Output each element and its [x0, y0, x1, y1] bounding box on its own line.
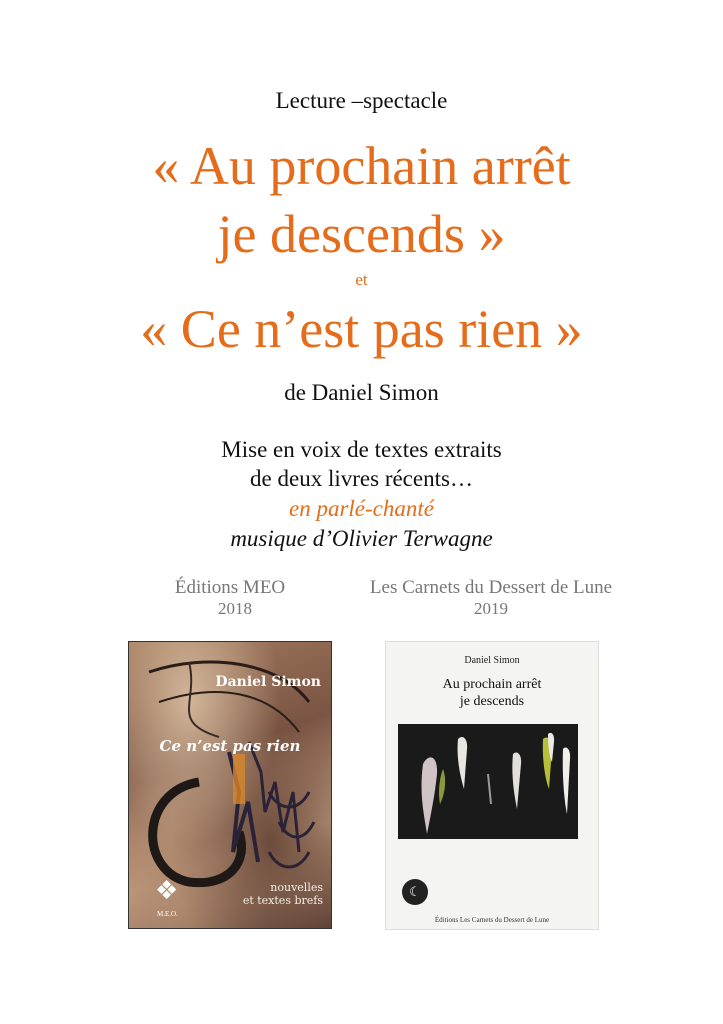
title-line-1: « Au prochain arrêt: [152, 136, 571, 196]
description-line-3: en parlé-chanté: [289, 496, 434, 521]
cover-2-title-line-2: je descends: [459, 693, 525, 709]
cover-1-subtitle-line-2: et textes brefs: [242, 894, 323, 908]
cover-1-author: Daniel Simon: [215, 674, 321, 690]
cover-1-subtitle-line-1: nouvelles: [270, 880, 323, 894]
cover-2-title: [386, 677, 598, 711]
book-2-year: 2019: [474, 599, 508, 618]
book-cover-ce-nest-pas-rien: [128, 641, 332, 929]
author-line: de Daniel Simon: [284, 380, 439, 405]
cover-2-painting: [398, 724, 578, 839]
meo-logo-icon: ❖: [155, 876, 179, 905]
book-2-publisher: Les Carnets du Dessert de Lune: [369, 577, 613, 598]
book-cover-au-prochain-arret: [385, 641, 599, 930]
cover-1-subtitle: [243, 881, 323, 909]
cover-1-title: Ce n’est pas rien: [159, 737, 301, 755]
title-second: « Ce n’est pas rien »: [140, 299, 583, 359]
title-line-2: je descends »: [217, 204, 506, 264]
publisher-logo-icon: ☾: [402, 879, 428, 905]
title-connector: et: [355, 270, 368, 289]
description-line-4: musique d’Olivier Terwagne: [230, 526, 493, 551]
description-line-2: de deux livres récents…: [250, 466, 473, 491]
description-line-1: Mise en voix de textes extraits: [221, 437, 502, 462]
cover-2-title-line-1: Au prochain arrêt: [442, 677, 542, 692]
cover-1-logo-text: M.E.O.: [157, 910, 178, 918]
show-type: Lecture –spectacle: [275, 88, 448, 113]
book-1-publisher: Éditions MEO: [174, 577, 286, 598]
cover-2-publisher: Éditions Les Carnets du Dessert de Lune: [434, 916, 550, 924]
book-1-year: 2018: [218, 599, 252, 618]
cover-2-author: Daniel Simon: [464, 655, 520, 666]
cover-2-artwork: [398, 724, 578, 839]
